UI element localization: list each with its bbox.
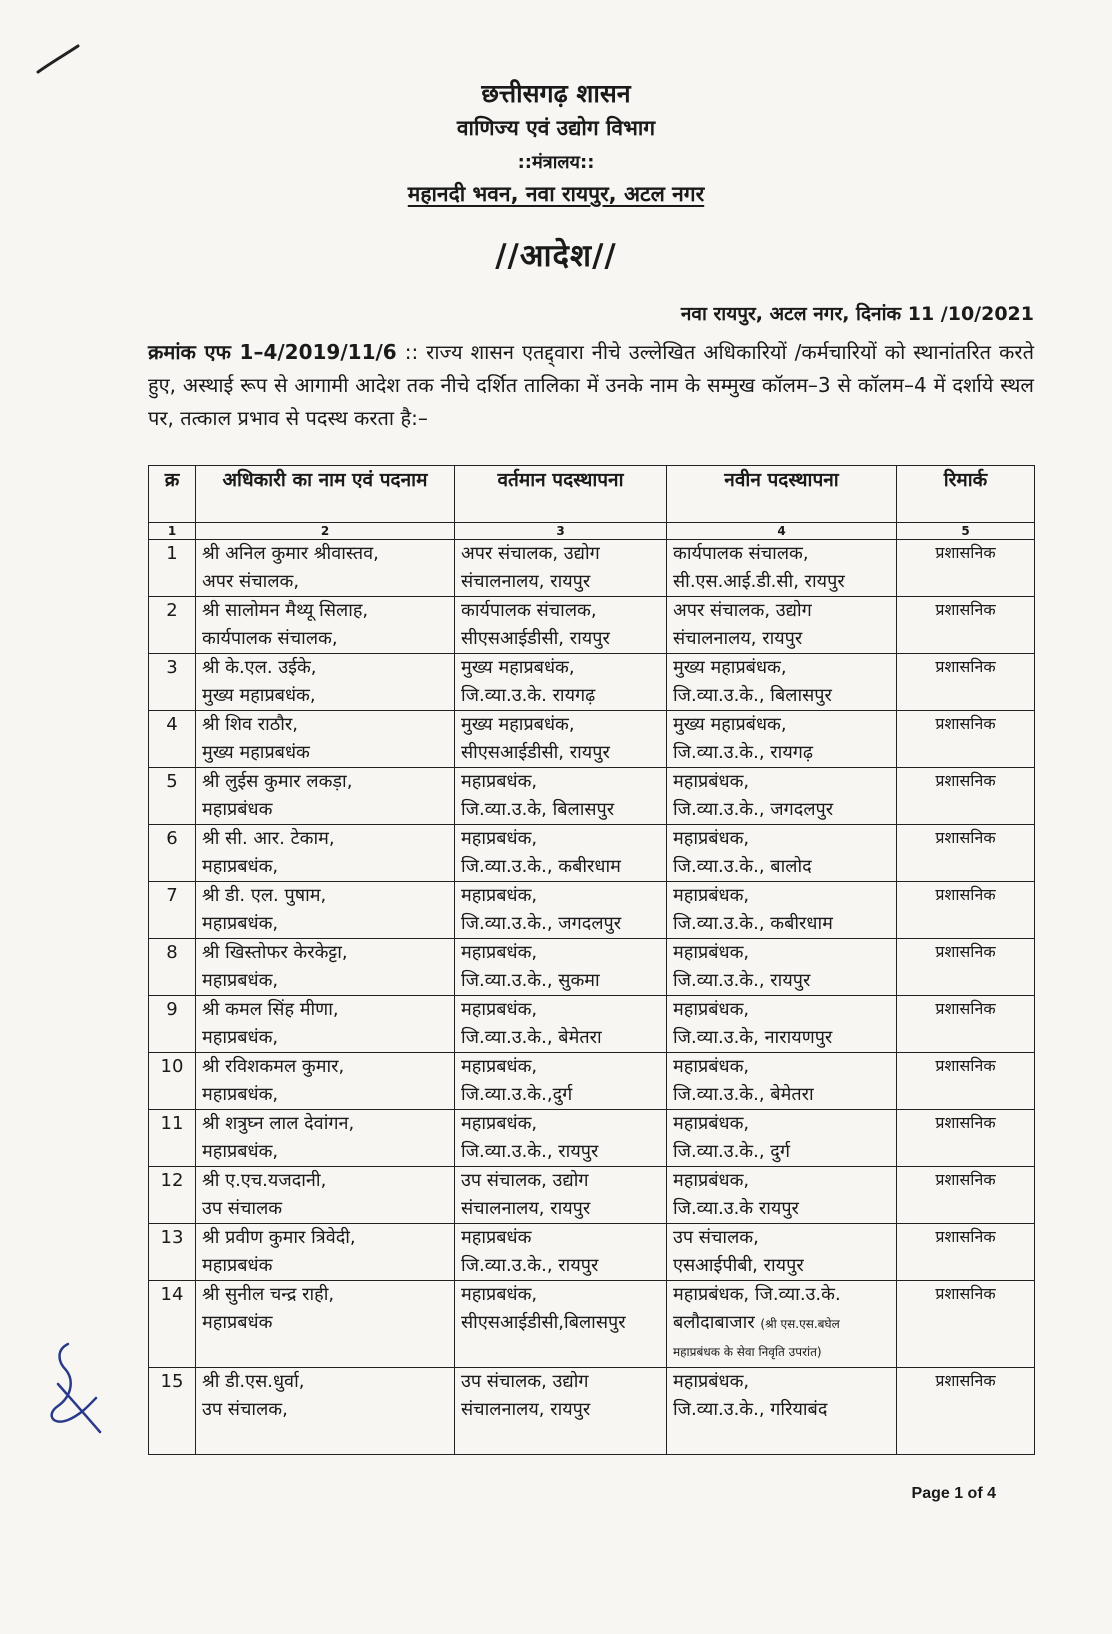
current-posting-line: महाप्रबधंक, [461, 1056, 538, 1077]
new-posting-line: जि.व्या.उ.के., गरियाबंद [673, 1399, 828, 1420]
officer-cell [196, 768, 455, 825]
current-posting-cell [455, 996, 667, 1053]
current-posting-line: मुख्य महाप्रबधंक, [461, 657, 575, 678]
officer-name: श्री शिव राठौर, [202, 714, 298, 735]
order-preamble [148, 336, 1034, 435]
officer-name: श्री के.एल. उईके, [202, 657, 317, 678]
table-row [149, 1224, 1035, 1281]
officer-name: श्री कमल सिंह मीणा, [202, 999, 339, 1020]
new-posting-line: संचालनालय, रायपुर [673, 628, 803, 649]
current-posting-line: जि.व्या.उ.के., रायपुर [461, 1141, 599, 1162]
new-posting-line: बलौदाबाजार (श्री एस.एस.बघेल महाप्रबंधक के सेवा निवृति उपरांत) [673, 1312, 840, 1359]
new-posting-line: जि.व्या.उ.के., रायपुर [673, 970, 811, 991]
officer-name: श्री सालोमन मैथ्यू सिलाह, [202, 600, 369, 621]
remark-cell [897, 1167, 1035, 1224]
officer-cell [196, 1167, 455, 1224]
current-posting-line: मुख्य महाप्रबधंक, [461, 714, 575, 735]
officer-designation: महाप्रबधंक [202, 1312, 273, 1333]
current-posting-cell [455, 939, 667, 996]
remark-cell [897, 1368, 1035, 1455]
current-posting-cell [455, 597, 667, 654]
place-date-line: नवा रायपुर, अटल नगर, दिनांक 11 /10/2021 [680, 303, 1034, 325]
current-posting-line: महाप्रबधंक, [461, 999, 538, 1020]
current-posting-line: कार्यपालक संचालक, [461, 600, 597, 621]
new-posting-cell [667, 1368, 897, 1455]
officer-name: श्री लुईस कुमार लकड़ा, [202, 771, 353, 792]
new-posting-line: जि.व्या.उ.के., जगदलपुर [673, 799, 834, 820]
officer-designation: उप संचालक [202, 1198, 283, 1219]
new-posting-line: कार्यपालक संचालक, [673, 543, 809, 564]
remark-cell [897, 1053, 1035, 1110]
remark-cell [897, 711, 1035, 768]
new-posting-cell [667, 711, 897, 768]
officer-designation: महाप्रबधंक, [202, 913, 279, 934]
transfer-table [148, 465, 1035, 1455]
new-posting-line: महाप्रबंधक, [673, 942, 750, 963]
new-posting-line: सी.एस.आई.डी.सी, रायपुर [673, 571, 845, 592]
remark-cell [897, 654, 1035, 711]
table-row [149, 654, 1035, 711]
officer-cell [196, 1224, 455, 1281]
serial-number: 7 [149, 882, 196, 939]
new-posting-line: जि.व्या.उ.के., बालोद [673, 856, 812, 877]
remark-cell [897, 1110, 1035, 1167]
column-number: 1 [149, 523, 196, 540]
remark-cell [897, 939, 1035, 996]
new-posting-note: (श्री एस.एस.बघेल महाप्रबंधक के सेवा निवृति उपरांत) [673, 1317, 840, 1359]
serial-number: 2 [149, 597, 196, 654]
column-number: 2 [196, 523, 455, 540]
remark-text: प्रशासनिक [935, 1371, 996, 1390]
column-number-row [149, 523, 1035, 540]
remark-text: प्रशासनिक [935, 714, 996, 733]
officer-name: श्री डी. एल. पुषाम, [202, 885, 327, 906]
table-row [149, 1110, 1035, 1167]
officer-designation: कार्यपालक संचालक, [202, 628, 338, 649]
new-posting-line: जि.व्या.उ.के रायपुर [673, 1198, 799, 1219]
ministry-label: ::मंत्रालय:: [517, 152, 595, 173]
remark-cell [897, 1224, 1035, 1281]
serial-number: 14 [149, 1281, 196, 1368]
table-row [149, 1281, 1035, 1368]
serial-number: 1 [149, 540, 196, 597]
current-posting-cell [455, 825, 667, 882]
new-posting-line: एसआईपीबी, रायपुर [673, 1255, 804, 1276]
officer-cell [196, 996, 455, 1053]
current-posting-line: जि.व्या.उ.के., सुकमा [461, 970, 600, 991]
remark-text: प्रशासनिक [935, 999, 996, 1018]
remark-text: प्रशासनिक [935, 657, 996, 676]
current-posting-cell [455, 1368, 667, 1455]
current-posting-cell [455, 1167, 667, 1224]
current-posting-line: सीएसआईडीसी, रायपुर [461, 742, 610, 763]
new-posting-cell [667, 1167, 897, 1224]
table-header-row [149, 466, 1035, 523]
officer-designation: महाप्रबधंक, [202, 856, 279, 877]
serial-number: 5 [149, 768, 196, 825]
current-posting-cell [455, 882, 667, 939]
current-posting-cell [455, 540, 667, 597]
officer-designation: उप संचालक, [202, 1399, 288, 1420]
new-posting-cell [667, 939, 897, 996]
remark-cell [897, 540, 1035, 597]
table-row [149, 882, 1035, 939]
govt-name: छत्तीसगढ़ शासन [481, 79, 631, 108]
new-posting-cell [667, 825, 897, 882]
current-posting-cell [455, 711, 667, 768]
serial-number: 10 [149, 1053, 196, 1110]
current-posting-cell [455, 1281, 667, 1368]
order-title: //आदेश// [495, 238, 617, 274]
current-posting-line: जि.व्या.उ.के., रायपुर [461, 1255, 599, 1276]
officer-designation: महाप्रबधंक, [202, 1141, 279, 1162]
current-posting-line: संचालनालय, रायपुर [461, 1198, 591, 1219]
new-posting-line: मुख्य महाप्रबंधक, [673, 657, 787, 678]
initials-signature [38, 1340, 108, 1440]
remark-cell [897, 597, 1035, 654]
table-row [149, 939, 1035, 996]
officer-name: श्री अनिल कुमार श्रीवास्तव, [202, 543, 379, 564]
officer-designation: मुख्य महाप्रबधंक [202, 742, 310, 763]
new-posting-line: महाप्रबंधक, [673, 828, 750, 849]
new-posting-line: जि.व्या.उ.के., दुर्ग [673, 1141, 790, 1162]
table-row [149, 597, 1035, 654]
current-posting-line: संचालनालय, रायपुर [461, 571, 591, 592]
officer-cell [196, 1053, 455, 1110]
order-preamble-text: :: राज्य शासन एतद्द्वारा नीचे उल्लेखित अधिकारियों /कर्मचारियों को स्थानांतरित करते हुए, अस्थाई रूप से आगामी आदेश तक नीचे दर्शित तालिका में उनके नाम के सम्मुख कॉलम–3 से कॉलम–4 में दर्शाये स्थल पर, तत्काल प्रभाव से पदस्थ करता है:– [148, 340, 1034, 430]
table-row [149, 711, 1035, 768]
officer-designation: महाप्रबधंक, [202, 1027, 279, 1048]
serial-number: 9 [149, 996, 196, 1053]
new-posting-line: महाप्रबंधक, [673, 1371, 750, 1392]
new-posting-line: अपर संचालक, उद्योग [673, 600, 812, 621]
officer-cell [196, 654, 455, 711]
current-posting-line: महाप्रबधंक, [461, 885, 538, 906]
officer-name: श्री खिस्तोफर केरकेट्टा, [202, 942, 348, 963]
new-posting-line: उप संचालक, [673, 1227, 759, 1248]
officer-cell [196, 882, 455, 939]
new-posting-line: महाप्रबंधक, [673, 1113, 750, 1134]
current-posting-line: जि.व्या.उ.के.,दुर्ग [461, 1084, 573, 1105]
current-posting-line: महाप्रबधंक [461, 1227, 532, 1248]
new-posting-line: जि.व्या.उ.के., रायगढ़ [673, 742, 814, 763]
new-posting-cell [667, 540, 897, 597]
new-posting-line: जि.व्या.उ.के., बेमेतरा [673, 1084, 814, 1105]
current-posting-line: महाप्रबधंक, [461, 942, 538, 963]
current-posting-line: जि.व्या.उ.के. रायगढ़ [461, 685, 596, 706]
new-posting-line: महाप्रबंधक, [673, 771, 750, 792]
new-posting-cell [667, 654, 897, 711]
order-reference-number: क्रमांक एफ 1–4/2019/11/6 [148, 340, 397, 364]
serial-number: 3 [149, 654, 196, 711]
remark-cell [897, 882, 1035, 939]
column-number: 3 [455, 523, 667, 540]
current-posting-line: महाप्रबधंक, [461, 1284, 538, 1305]
remark-text: प्रशासनिक [935, 1227, 996, 1246]
department-name: वाणिज्य एवं उद्योग विभाग [456, 116, 656, 140]
officer-name: श्री सी. आर. टेकाम, [202, 828, 335, 849]
officer-designation: अपर संचालक, [202, 571, 300, 592]
officer-name: श्री ए.एच.यजदानी, [202, 1170, 327, 1191]
officer-designation: महाप्रबधंक [202, 1255, 273, 1276]
remark-cell [897, 1281, 1035, 1368]
office-address: महानदी भवन, नवा रायपुर, अटल नगर [407, 182, 705, 206]
current-posting-line: जि.व्या.उ.के., बेमेतरा [461, 1027, 602, 1048]
new-posting-line: महाप्रबंधक, [673, 1056, 750, 1077]
header-officer: अधिकारी का नाम एवं पदनाम [196, 466, 455, 523]
current-posting-cell [455, 654, 667, 711]
new-posting-line: महाप्रबंधक, जि.व्या.उ.के. [673, 1284, 841, 1305]
remark-text: प्रशासनिक [935, 1113, 996, 1132]
column-number: 4 [667, 523, 897, 540]
header-current-posting: वर्तमान पदस्थापना [455, 466, 667, 523]
current-posting-line: महाप्रबधंक, [461, 1113, 538, 1134]
officer-name: श्री रविशकमल कुमार, [202, 1056, 345, 1077]
table-row [149, 1167, 1035, 1224]
header-remark: रिमार्क [897, 466, 1035, 523]
header-serial: क्र [149, 466, 196, 523]
table-row [149, 996, 1035, 1053]
current-posting-line: जि.व्या.उ.के, बिलासपुर [461, 799, 615, 820]
new-posting-cell [667, 996, 897, 1053]
officer-cell [196, 540, 455, 597]
remark-cell [897, 768, 1035, 825]
remark-cell [897, 996, 1035, 1053]
table-row [149, 1368, 1035, 1455]
column-number: 5 [897, 523, 1035, 540]
officer-designation: महाप्रबधंक, [202, 970, 279, 991]
current-posting-line: उप संचालक, उद्योग [461, 1170, 589, 1191]
officer-designation: महाप्रबंधक [202, 799, 273, 820]
new-posting-cell [667, 1224, 897, 1281]
officer-name: श्री डी.एस.धुर्वा, [202, 1371, 305, 1392]
table-row [149, 540, 1035, 597]
new-posting-cell [667, 597, 897, 654]
table-row [149, 825, 1035, 882]
officer-cell [196, 939, 455, 996]
new-posting-line: मुख्य महाप्रबंधक, [673, 714, 787, 735]
new-posting-line: जि.व्या.उ.के., कबीरधाम [673, 913, 833, 934]
remark-text: प्रशासनिक [935, 828, 996, 847]
current-posting-cell [455, 768, 667, 825]
new-posting-cell [667, 1281, 897, 1368]
current-posting-line: जि.व्या.उ.के., कबीरधाम [461, 856, 621, 877]
table-row [149, 1053, 1035, 1110]
officer-cell [196, 711, 455, 768]
current-posting-cell [455, 1110, 667, 1167]
serial-number: 12 [149, 1167, 196, 1224]
serial-number: 8 [149, 939, 196, 996]
officer-cell [196, 1281, 455, 1368]
current-posting-line: अपर संचालक, उद्योग [461, 543, 600, 564]
current-posting-line: जि.व्या.उ.के., जगदलपुर [461, 913, 622, 934]
serial-number: 6 [149, 825, 196, 882]
officer-cell [196, 825, 455, 882]
remark-text: प्रशासनिक [935, 771, 996, 790]
remark-text: प्रशासनिक [935, 600, 996, 619]
current-posting-line: संचालनालय, रायपुर [461, 1399, 591, 1420]
new-posting-line: महाप्रबंधक, [673, 999, 750, 1020]
serial-number: 11 [149, 1110, 196, 1167]
new-posting-cell [667, 768, 897, 825]
table-row [149, 768, 1035, 825]
remark-text: प्रशासनिक [935, 543, 996, 562]
current-posting-cell [455, 1224, 667, 1281]
officer-cell [196, 1368, 455, 1455]
remark-text: प्रशासनिक [935, 1284, 996, 1303]
officer-designation: मुख्य महाप्रबधंक, [202, 685, 316, 706]
new-posting-cell [667, 1053, 897, 1110]
officer-designation: महाप्रबधंक, [202, 1084, 279, 1105]
current-posting-line: उप संचालक, उद्योग [461, 1371, 589, 1392]
remark-text: प्रशासनिक [935, 885, 996, 904]
current-posting-line: सीएसआईडीसी,बिलासपुर [461, 1312, 626, 1333]
officer-cell [196, 1110, 455, 1167]
new-posting-line: जि.व्या.उ.के., बिलासपुर [673, 685, 832, 706]
remark-text: प्रशासनिक [935, 942, 996, 961]
remark-text: प्रशासनिक [935, 1170, 996, 1189]
header-new-posting: नवीन पदस्थापना [667, 466, 897, 523]
officer-name: श्री सुनील चन्द्र राही, [202, 1284, 335, 1305]
officer-name: श्री शत्रुघ्न लाल देवांगन, [202, 1113, 355, 1134]
new-posting-cell [667, 1110, 897, 1167]
new-posting-cell [667, 882, 897, 939]
new-posting-line: जि.व्या.उ.के, नारायणपुर [673, 1027, 833, 1048]
current-posting-line: सीएसआईडीसी, रायपुर [461, 628, 610, 649]
officer-name: श्री प्रवीण कुमार त्रिवेदी, [202, 1227, 356, 1248]
officer-cell [196, 597, 455, 654]
new-posting-line: महाप्रबंधक, [673, 1170, 750, 1191]
current-posting-line: महाप्रबधंक, [461, 828, 538, 849]
serial-number: 4 [149, 711, 196, 768]
serial-number: 15 [149, 1368, 196, 1455]
current-posting-cell [455, 1053, 667, 1110]
new-posting-line: महाप्रबंधक, [673, 885, 750, 906]
remark-cell [897, 825, 1035, 882]
remark-text: प्रशासनिक [935, 1056, 996, 1075]
serial-number: 13 [149, 1224, 196, 1281]
current-posting-line: महाप्रबधंक, [461, 771, 538, 792]
pen-stroke-mark [30, 40, 90, 80]
page-number: Page 1 of 4 [911, 1485, 996, 1502]
